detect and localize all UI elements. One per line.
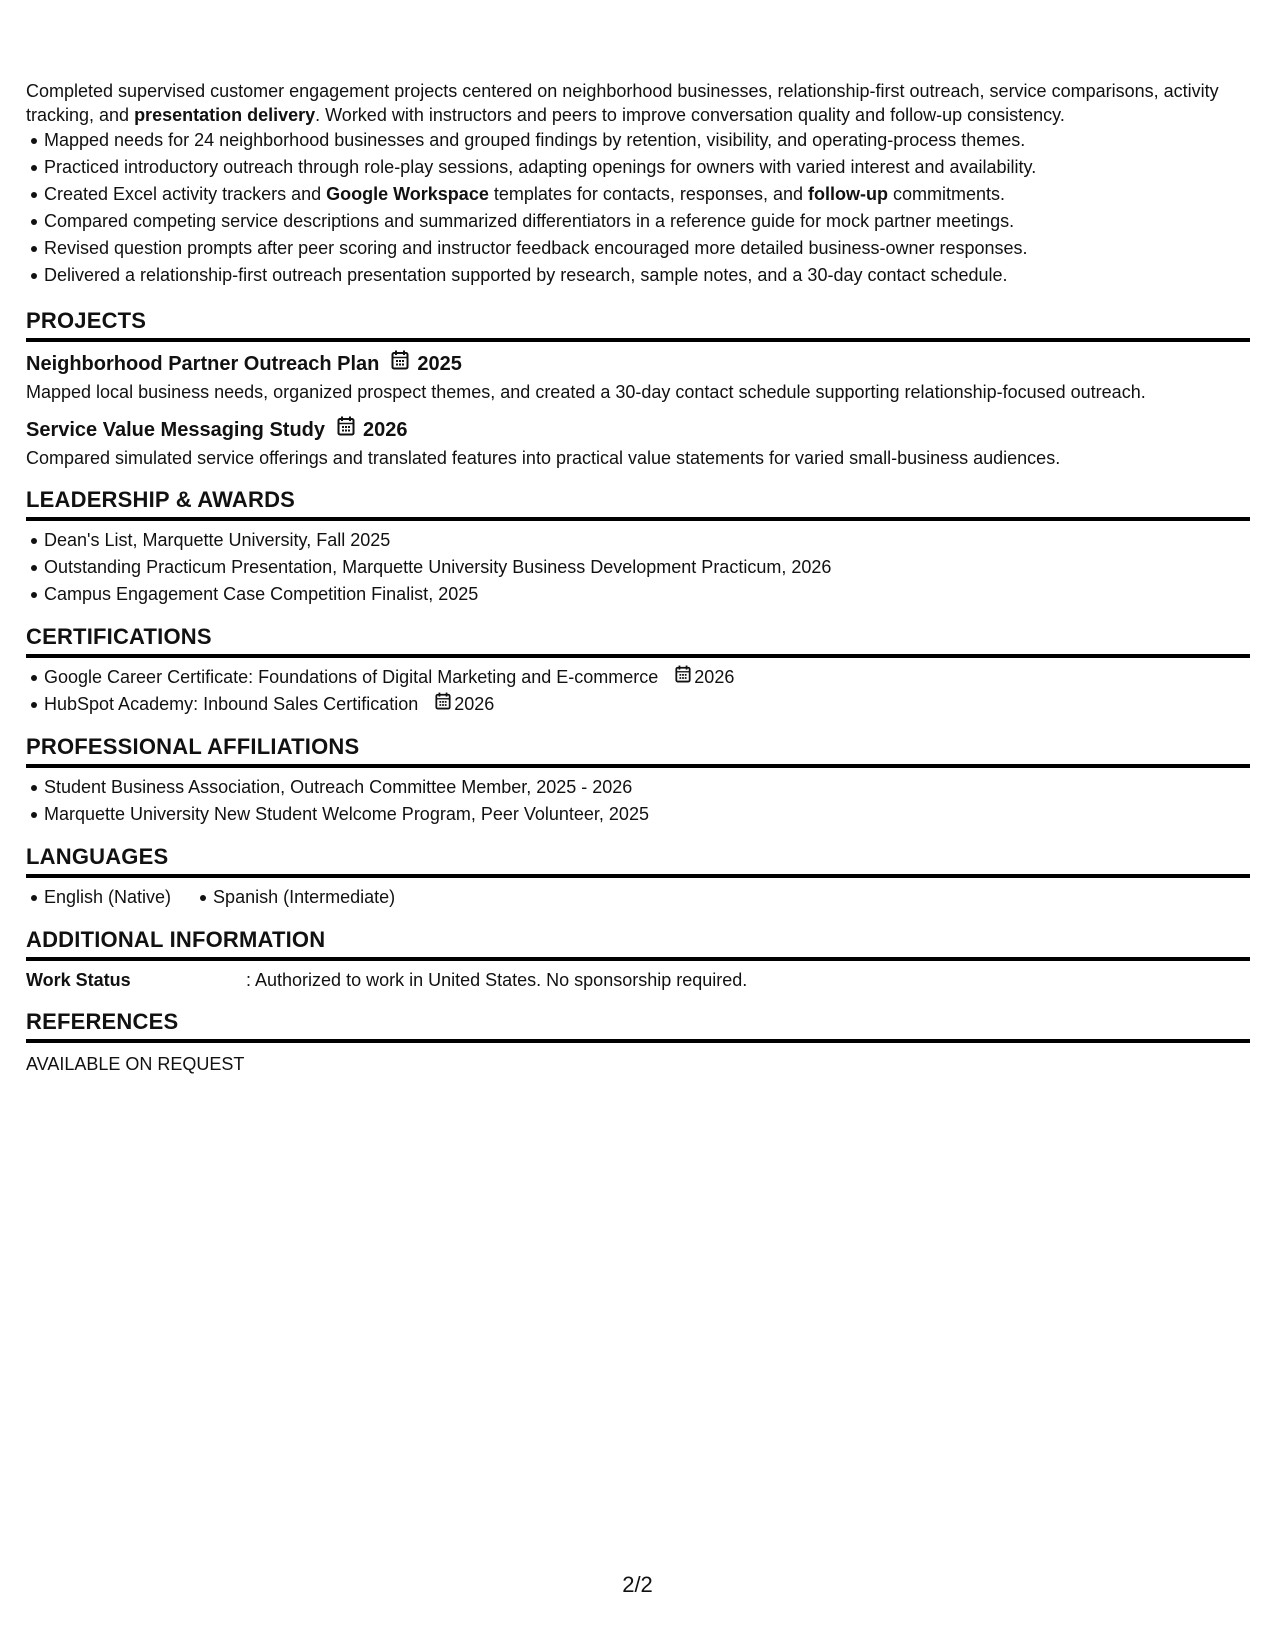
project-year: 2026 [363,418,408,441]
list-item-bold: Google Workspace [326,184,489,204]
project-description: Mapped local business needs, organized prospect themes, and created a 30-day contact schedule supporting relationship-focused outreach. [26,382,1146,402]
list-item: English (Native) [26,884,171,911]
affiliations-list [26,774,1250,828]
leadership-list [26,527,1250,608]
list-item: Mapped needs for 24 neighborhood businesses and grouped findings by retention, visibility, and operating-process themes. [26,127,1250,154]
summary-text-end: . Worked with instructors and peers to improve conversation quality and follow-up consistency. [315,105,1065,125]
languages-list [26,884,1250,911]
list-item: Spanish (Intermediate) [195,884,395,911]
certification-date [675,664,734,691]
practicum-bullet-list [26,127,1250,289]
certification-year: 2026 [694,667,735,687]
list-item-bold: follow-up [808,184,888,204]
calendar-icon [675,664,691,691]
list-item: Practiced introductory outreach through role-play sessions, adapting openings for owners with varied interest and availability. [26,154,1250,181]
certification-year: 2026 [454,694,495,714]
resume-page [26,79,1250,1077]
list-item: Compared competing service descriptions and summarized differentiators in a reference guide for mock partner meetings. [26,208,1250,235]
list-item: Dean's List, Marquette University, Fall 2025 [26,527,1250,554]
work-status-row [26,967,1250,993]
project-heading [26,350,1250,378]
project-title: Neighborhood Partner Outreach Plan [26,352,380,375]
section-heading-affiliations: PROFESSIONAL AFFILIATIONS [26,733,1250,768]
list-item: Delivered a relationship-first outreach presentation supported by research, sample notes, and a 30-day contact schedule. [26,262,1250,289]
list-item [26,691,1250,718]
page-number: 2/2 [622,1572,653,1597]
project-entry [26,416,1250,471]
section-heading-languages: LANGUAGES [26,843,1250,878]
calendar-icon [391,350,409,378]
practicum-summary [26,79,1250,127]
calendar-icon [435,691,451,718]
list-item-text: commitments. [888,184,1006,204]
list-item-text: Created Excel activity trackers and [44,184,327,204]
references-text: AVAILABLE ON REQUEST [26,1054,245,1074]
list-item [26,181,1250,208]
summary-bold-text: presentation delivery [134,105,316,125]
project-entry [26,350,1250,405]
project-description: Compared simulated service offerings and translated features into practical value statements for varied small-business audiences. [26,448,1061,468]
section-heading-projects: PROJECTS [26,307,1250,342]
list-item: Student Business Association, Outreach Committee Member, 2025 - 2026 [26,774,1250,801]
project-heading [26,416,1250,444]
project-year: 2025 [417,352,462,375]
work-status-label: Work Status [26,970,131,990]
list-item: Campus Engagement Case Competition Finalist, 2025 [26,581,1250,608]
section-heading-certifications: CERTIFICATIONS [26,623,1250,658]
section-heading-additional-info: ADDITIONAL INFORMATION [26,926,1250,961]
project-title: Service Value Messaging Study [26,418,326,441]
summary-text: Completed supervised customer engagement projects centered on neighborhood businesses, relationship-first outreach, service comparisons, activity tracking, and [26,81,1219,125]
certification-name: Google Career Certificate: Foundations of Digital Marketing and E-commerce [44,667,659,687]
section-heading-leadership: LEADERSHIP & AWARDS [26,486,1250,521]
calendar-icon [337,416,355,444]
list-item: Outstanding Practicum Presentation, Marquette University Business Development Practicum, 2026 [26,554,1250,581]
list-item: Marquette University New Student Welcome Program, Peer Volunteer, 2025 [26,801,1250,828]
certification-date [435,691,494,718]
work-status-value: : Authorized to work in United States. No sponsorship required. [246,970,748,990]
section-heading-references: REFERENCES [26,1008,1250,1043]
list-item [26,664,1250,691]
list-item-text: templates for contacts, responses, and [488,184,809,204]
list-item: Revised question prompts after peer scoring and instructor feedback encouraged more detailed business-owner responses. [26,235,1250,262]
certifications-list [26,664,1250,718]
certification-name: HubSpot Academy: Inbound Sales Certification [44,694,419,714]
